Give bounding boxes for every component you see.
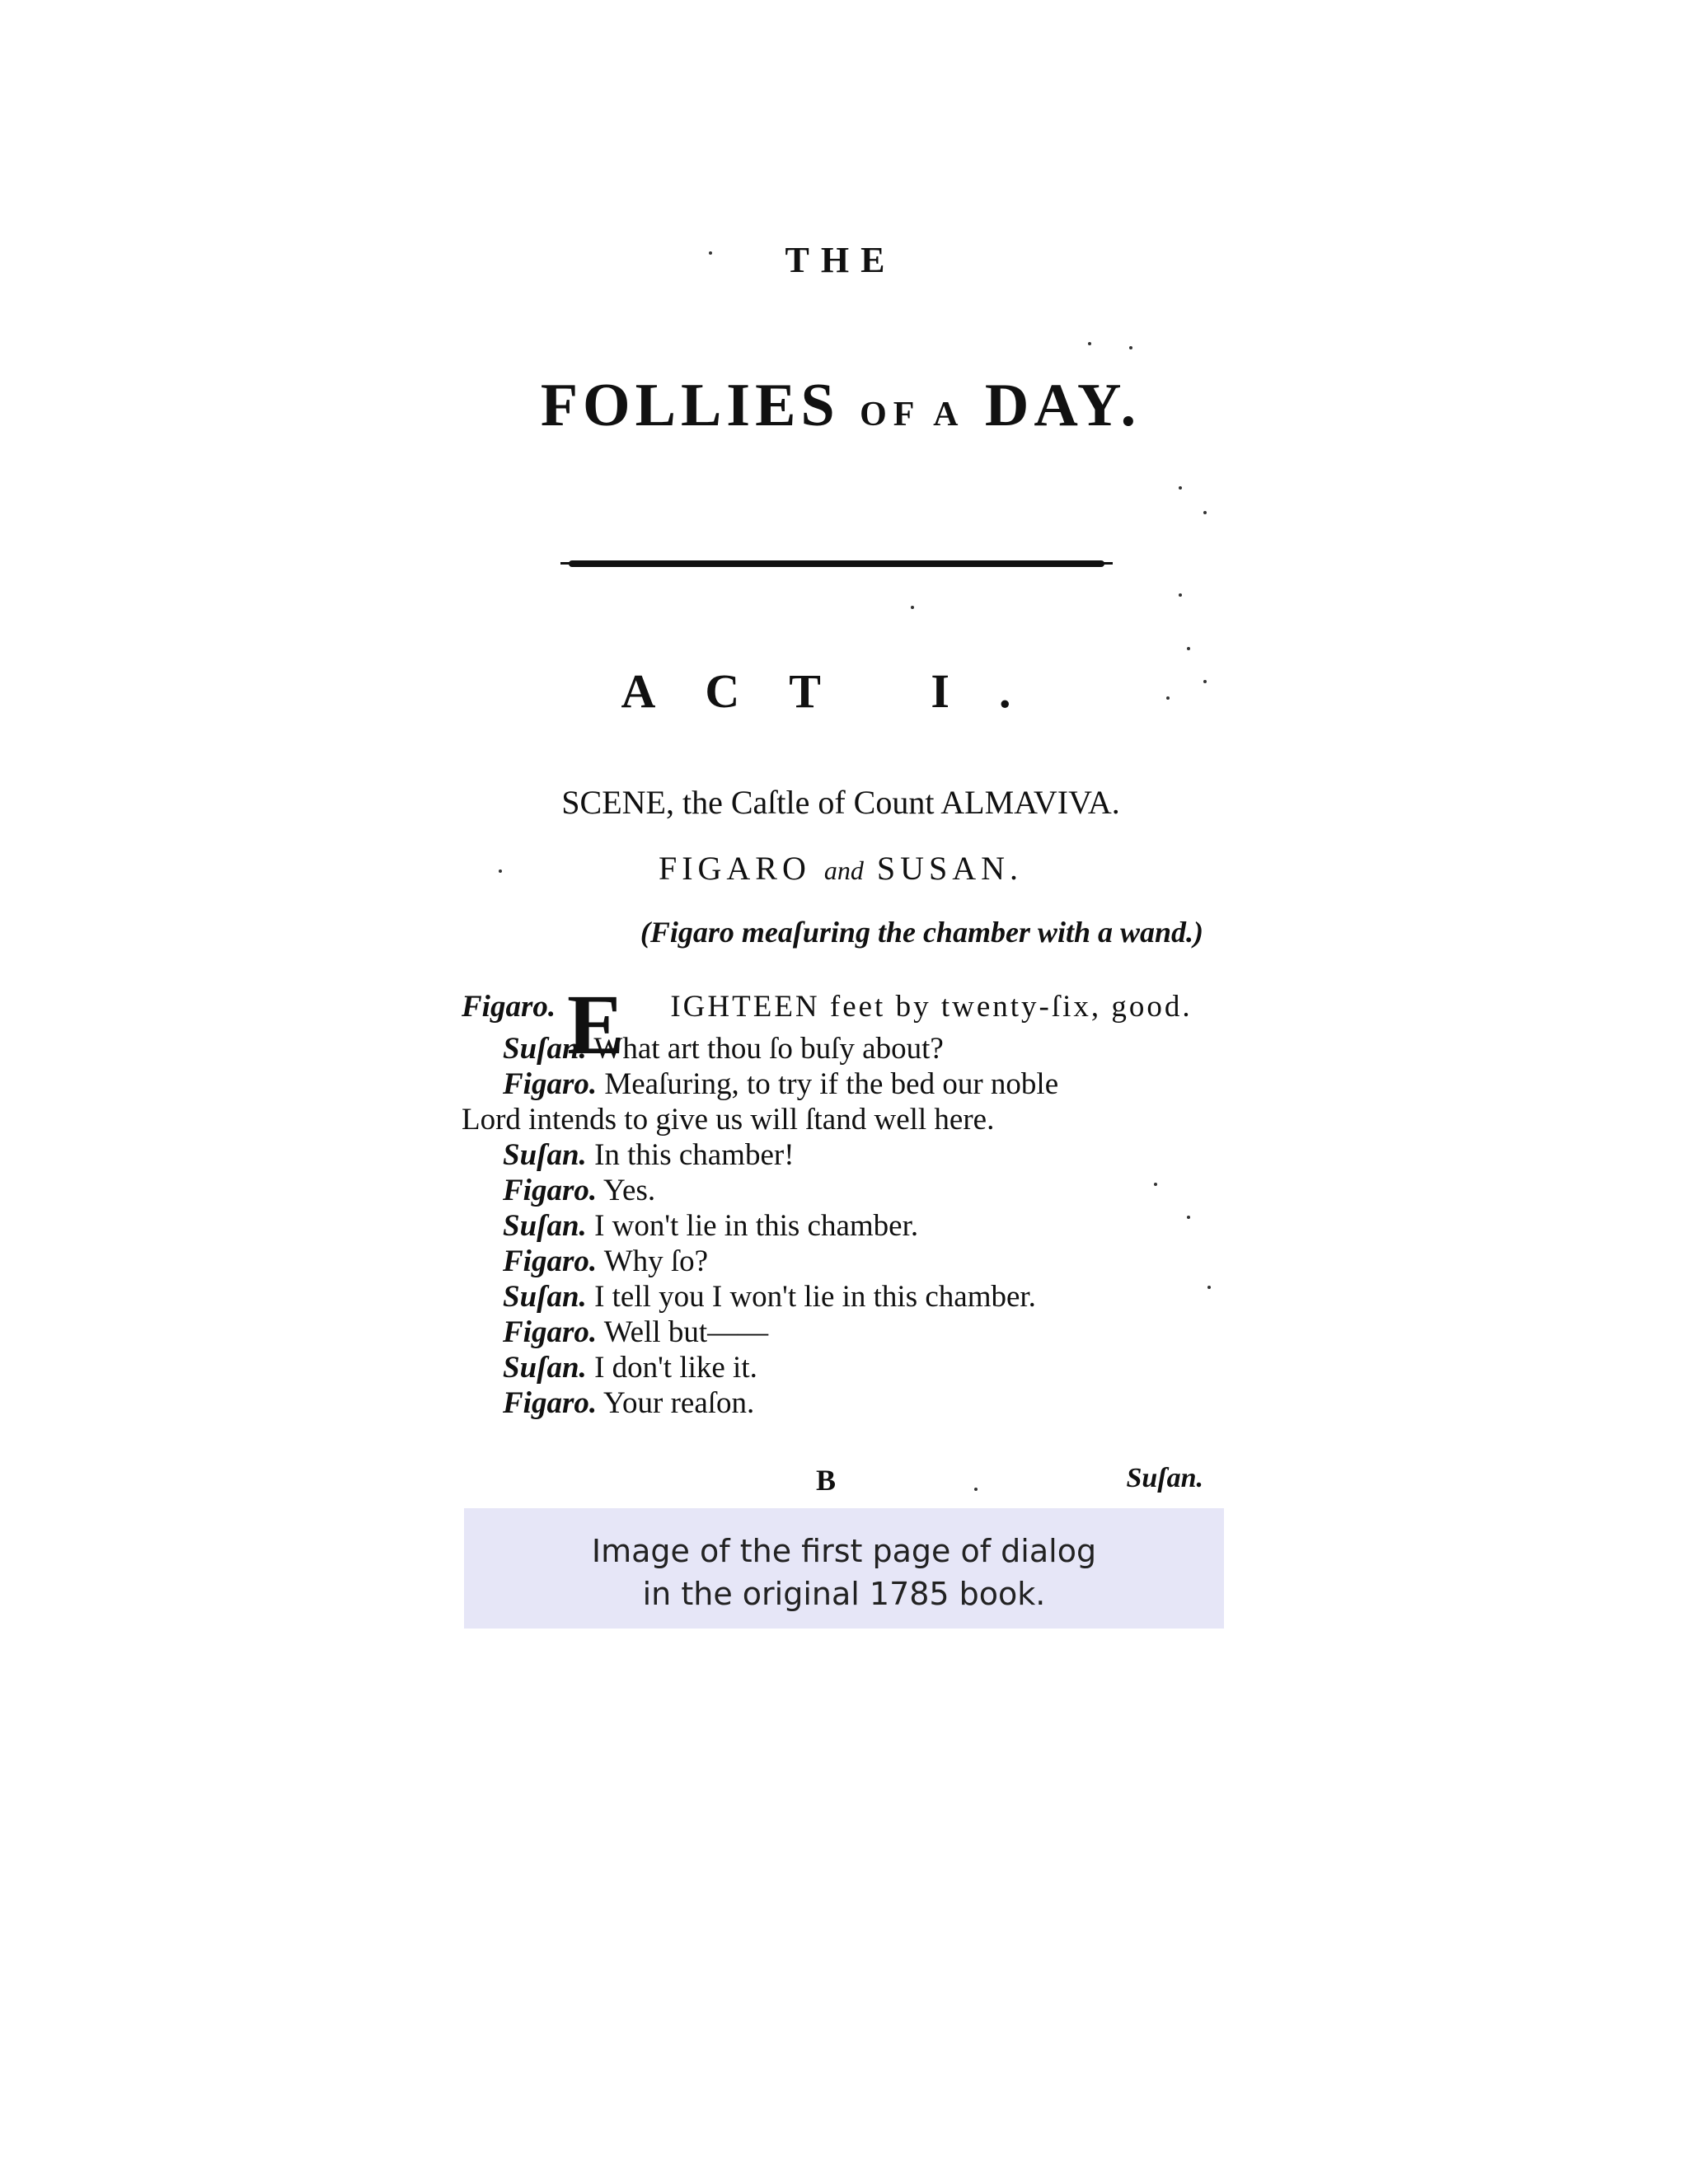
- act-heading: ACT I.: [621, 664, 1061, 718]
- dialog-block: [462, 977, 1220, 1421]
- dialog-text: Lord intends to give us will ſtand well here.: [462, 1103, 995, 1137]
- dialog-text: IGHTEEN feet by twenty-ſix, good.: [670, 990, 1193, 1024]
- scan-speck: [974, 1488, 978, 1491]
- characters-and: and: [823, 855, 864, 885]
- dialog-line: [462, 1137, 1220, 1173]
- signature-mark: B: [816, 1464, 837, 1497]
- scan-speck: [499, 869, 502, 873]
- catchword: Suſan.: [1126, 1463, 1203, 1493]
- speaker: Figaro.: [503, 1067, 598, 1101]
- scan-speck: [1166, 696, 1170, 700]
- scan-speck: [1203, 680, 1207, 683]
- title-day: DAY.: [984, 372, 1142, 439]
- character-susan: SUSAN.: [876, 850, 1024, 887]
- dialog-line: [462, 1315, 1220, 1350]
- dialog-text: Meaſuring, to try if the bed our noble: [604, 1067, 1059, 1101]
- title-follies: FOLLIES: [540, 372, 840, 439]
- dialog-text: I won't lie in this chamber.: [594, 1209, 919, 1243]
- dialog-text: I tell you I won't lie in this chamber.: [594, 1280, 1036, 1314]
- dialog-line: [462, 1102, 1220, 1137]
- speaker: Figaro.: [503, 1174, 598, 1207]
- speaker: Suſan.: [503, 1032, 587, 1066]
- dialog-text: Why ſo?: [603, 1244, 709, 1278]
- speaker: Suſan.: [503, 1209, 587, 1243]
- caption-line-2: in the original 1785 book.: [642, 1576, 1046, 1612]
- image-caption: [464, 1508, 1224, 1629]
- speaker: Suſan.: [503, 1351, 587, 1385]
- dialog-line: [462, 1173, 1220, 1208]
- dialog-line: [462, 1031, 1220, 1066]
- dialog-text: What art thou ſo buſy about?: [593, 1032, 944, 1066]
- speaker: Figaro.: [462, 990, 556, 1024]
- dialog-text: In this chamber!: [594, 1138, 795, 1172]
- scene-heading: SCENE, the Caſtle of Count ALMAVIVA.: [561, 784, 1120, 821]
- title-of-a: OF A: [860, 396, 965, 434]
- book-page-scan: [462, 206, 1220, 1508]
- dialog-text: Yes.: [603, 1174, 656, 1207]
- dialog-text: I don't like it.: [594, 1351, 757, 1385]
- dialog-line: [462, 1208, 1220, 1244]
- drop-cap: E: [567, 977, 625, 1072]
- caption-line-1: Image of the first page of dialog: [591, 1533, 1097, 1569]
- characters-line: [462, 849, 1220, 888]
- scan-speck: [1187, 647, 1190, 650]
- speaker: Suſan.: [503, 1280, 587, 1314]
- character-figaro: FIGARO: [658, 850, 811, 887]
- scan-speck: [1154, 1183, 1157, 1186]
- book-title: [462, 371, 1220, 441]
- speaker: Figaro.: [503, 1386, 598, 1420]
- dialog-line: [462, 1385, 1220, 1421]
- the-heading: THE: [785, 240, 897, 280]
- dialog-line: [462, 1066, 1220, 1102]
- ornamental-rule: [569, 560, 1104, 567]
- speaker: Suſan.: [503, 1138, 587, 1172]
- dialog-line: [462, 1279, 1220, 1315]
- scan-speck: [1207, 1286, 1211, 1289]
- dialog-line: [462, 1350, 1220, 1385]
- scan-speck: [1129, 346, 1132, 349]
- dialog-text: Your reaſon.: [603, 1386, 755, 1420]
- scan-speck: [1203, 511, 1207, 514]
- scan-speck: [1179, 486, 1182, 490]
- scan-speck: [1187, 1216, 1190, 1219]
- scan-speck: [709, 251, 712, 255]
- speaker: Figaro.: [503, 1315, 598, 1349]
- dialog-text: Well but——: [603, 1315, 769, 1349]
- stage-direction: (Figaro meaſuring the chamber with a wand.): [640, 916, 1203, 949]
- scan-speck: [911, 606, 914, 609]
- speaker: Figaro.: [503, 1244, 598, 1278]
- dialog-line: [462, 1244, 1220, 1279]
- scan-speck: [1179, 593, 1182, 597]
- scan-speck: [1088, 342, 1091, 345]
